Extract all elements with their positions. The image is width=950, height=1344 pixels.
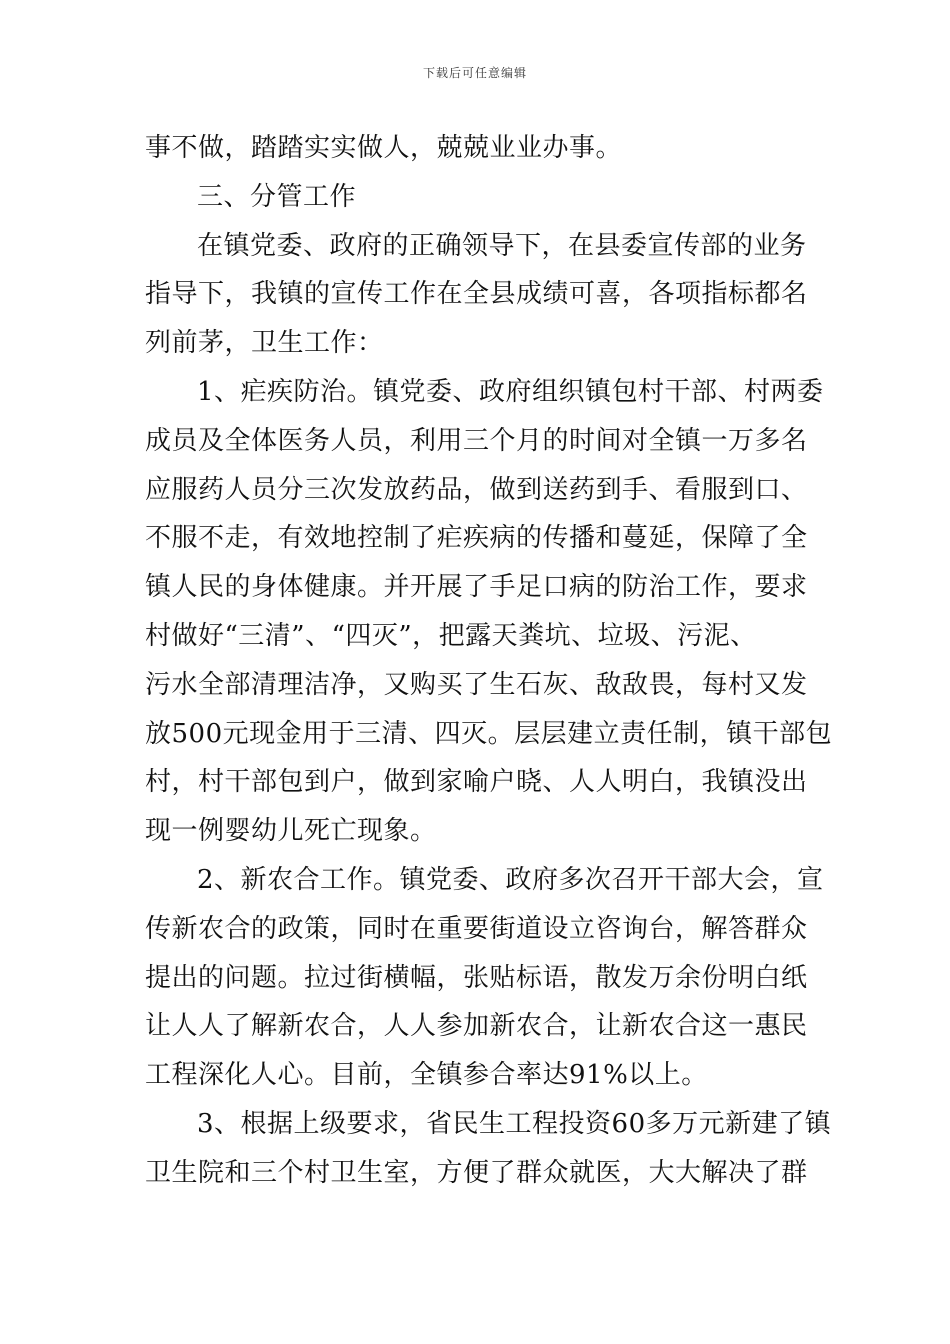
text-line: 在镇党委、政府的正确领导下，在县委宣传部的业务: [197, 230, 807, 261]
text-line: 2、新农合工作。镇党委、政府多次召开干部大会，宣: [197, 864, 824, 895]
text-line: 工程深化人心。目前，全镇参合率达91%以上。: [145, 1060, 708, 1091]
page-header-note: 下载后可任意编辑: [422, 66, 527, 80]
text-line: 传新农合的政策，同时在重要街道设立咨询台，解答群众: [145, 913, 808, 944]
text-line: 事不做，踏踏实实做人，兢兢业业办事。: [145, 133, 623, 163]
text-line: 列前茅，卫生工作：: [145, 328, 384, 359]
text-line: 不服不走，有效地控制了疟疾病的传播和蔓延，保障了全: [145, 523, 808, 554]
text-line: 污水全部清理洁净，又购买了生石灰、敌敌畏，每村又发: [145, 669, 808, 700]
text-line: 卫生院和三个村卫生室，方便了群众就医，大大解决了群: [145, 1157, 808, 1188]
text-line: 成员及全体医务人员，利用三个月的时间对全镇一万多名: [145, 425, 808, 456]
text-line: 3、根据上级要求，省民生工程投资60多万元新建了镇: [197, 1108, 832, 1139]
text-line: 让人人了解新农合，人人参加新农合，让新农合这一惠民: [145, 1011, 808, 1042]
text-line: 提出的问题。拉过街横幅，张贴标语，散发万余份明白纸: [145, 962, 808, 993]
text-line: 村，村干部包到户，做到家喻户晓、人人明白，我镇没出: [145, 767, 808, 798]
document-body: [145, 124, 833, 1198]
text-line: 现一例婴幼儿死亡现象。: [145, 816, 437, 847]
section-heading: 三、分管工作: [197, 181, 357, 212]
text-line: 1、疟疾防治。镇党委、政府组织镇包村干部、村两委: [197, 376, 824, 407]
text-line: 应服药人员分三次发放药品，做到送药到手、看服到口、: [145, 474, 808, 505]
text-line: 镇人民的身体健康。并开展了手足口病的防治工作，要求: [145, 572, 808, 603]
text-line: 村做好“三清”、“四灭”，把露天粪坑、垃圾、污泥、: [145, 620, 757, 651]
text-line: 指导下，我镇的宣传工作在全县成绩可喜，各项指标都名: [145, 279, 808, 310]
text-line: 放500元现金用于三清、四灭。层层建立责任制，镇干部包: [145, 718, 833, 749]
